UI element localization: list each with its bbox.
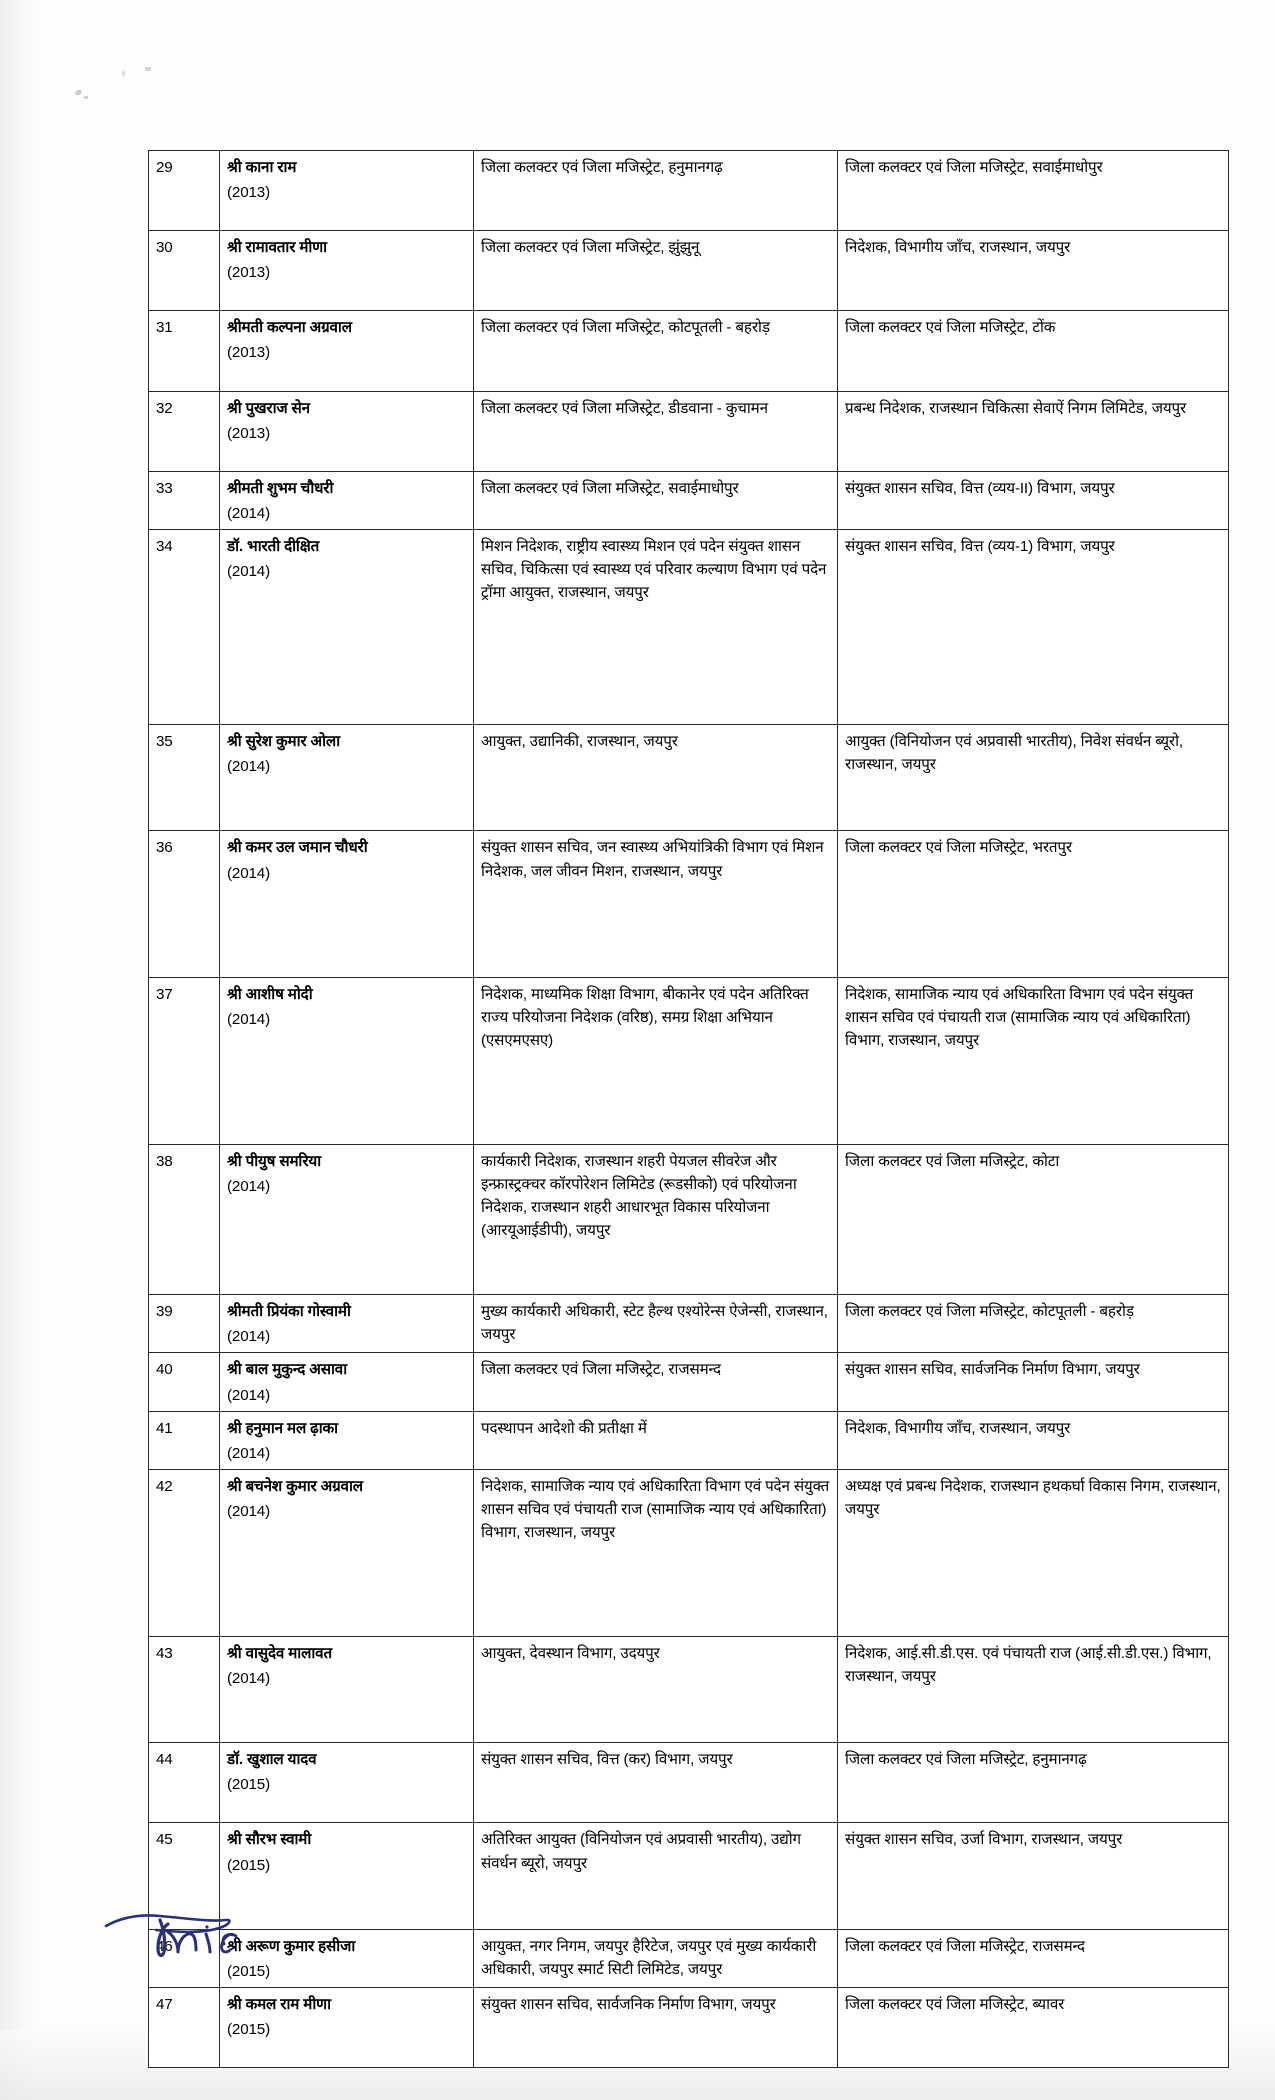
row-serial-number: 39 <box>149 1295 220 1353</box>
scan-artifact-speck <box>84 96 88 99</box>
table-row <box>149 1637 1229 1743</box>
row-serial-number: 32 <box>149 391 220 471</box>
officer-name-text: श्री वासुदेव मालावत <box>227 1645 332 1663</box>
table-row <box>149 831 1229 977</box>
row-new-posting: जिला कलक्टर एवं जिला मजिस्ट्रेट, राजसमन्द <box>838 1929 1229 1987</box>
table-row <box>149 311 1229 391</box>
row-serial-number: 31 <box>149 311 220 391</box>
row-officer-name <box>220 831 474 977</box>
row-serial-number: 30 <box>149 231 220 311</box>
officer-batch-year: (2014) <box>227 563 271 581</box>
table-row <box>149 231 1229 311</box>
page-edge-shadow-left <box>0 0 40 2100</box>
row-current-posting: आयुक्त, उद्यानिकी, राजस्थान, जयपुर <box>474 725 838 831</box>
row-new-posting: संयुक्त शासन सचिव, वित्त (व्यय-II) विभाग, जयपुर <box>838 471 1229 529</box>
row-current-posting: जिला कलक्टर एवं जिला मजिस्ट्रेट, डीडवाना - कुचामन <box>474 391 838 471</box>
officer-batch-year: (2014) <box>227 758 271 776</box>
row-serial-number: 46 <box>149 1929 220 1987</box>
row-officer-name <box>220 151 474 231</box>
row-serial-number: 36 <box>149 831 220 977</box>
row-new-posting: संयुक्त शासन सचिव, उर्जा विभाग, राजस्थान, जयपुर <box>838 1823 1229 1929</box>
officer-name-text: श्रीमती प्रियंका गोस्वामी <box>227 1303 351 1321</box>
row-current-posting: आयुक्त, देवस्थान विभाग, उदयपुर <box>474 1637 838 1743</box>
row-officer-name <box>220 231 474 311</box>
officer-batch-year: (2015) <box>227 1776 271 1794</box>
row-officer-name <box>220 1411 474 1469</box>
row-new-posting: जिला कलक्टर एवं जिला मजिस्ट्रेट, कोटा <box>838 1144 1229 1294</box>
row-serial-number: 35 <box>149 725 220 831</box>
row-new-posting: निदेशक, विभागीय जाँच, राजस्थान, जयपुर <box>838 1411 1229 1469</box>
row-serial-number: 47 <box>149 1987 220 2067</box>
row-officer-name <box>220 311 474 391</box>
transfer-posting-table-wrapper <box>148 150 1221 2068</box>
row-serial-number: 40 <box>149 1353 220 1411</box>
officer-name-text: श्री बाल मुकुन्द असावा <box>227 1361 347 1379</box>
row-officer-name <box>220 471 474 529</box>
row-current-posting: जिला कलक्टर एवं जिला मजिस्ट्रेट, हनुमानगढ़ <box>474 151 838 231</box>
officer-batch-year: (2015) <box>227 2020 271 2038</box>
row-new-posting: निदेशक, आई.सी.डी.एस. एवं पंचायती राज (आई.सी.डी.एस.) विभाग, राजस्थान, जयपुर <box>838 1637 1229 1743</box>
row-current-posting: संयुक्त शासन सचिव, जन स्वास्थ्य अभियांत्रिकी विभाग एवं मिशन निदेशक, जल जीवन मिशन, राजस्थान, जयपुर <box>474 831 838 977</box>
row-new-posting: आयुक्त (विनियोजन एवं अप्रवासी भारतीय), निवेश संवर्धन ब्यूरो, राजस्थान, जयपुर <box>838 725 1229 831</box>
row-officer-name <box>220 529 474 724</box>
scan-artifact-speck <box>122 70 125 77</box>
row-current-posting: निदेशक, माध्यमिक शिक्षा विभाग, बीकानेर एवं पदेन अतिरिक्त राज्य परियोजना निदेशक (वरिष्ठ), समग्र शिक्षा अभियान (एसएमएसए) <box>474 977 838 1144</box>
row-new-posting: निदेशक, विभागीय जाँच, राजस्थान, जयपुर <box>838 231 1229 311</box>
transfer-posting-table <box>148 150 1229 2068</box>
row-serial-number: 42 <box>149 1469 220 1636</box>
table-row <box>149 1144 1229 1294</box>
row-current-posting: संयुक्त शासन सचिव, सार्वजनिक निर्माण विभाग, जयपुर <box>474 1987 838 2067</box>
row-new-posting: अध्यक्ष एवं प्रबन्ध निदेशक, राजस्थान हथकर्घा विकास निगम, राजस्थान, जयपुर <box>838 1469 1229 1636</box>
row-current-posting: मुख्य कार्यकारी अधिकारी, स्टेट हैल्थ एश्योरेन्स ऐजेन्सी, राजस्थान, जयपुर <box>474 1295 838 1353</box>
scan-artifact-speck <box>145 67 151 71</box>
table-body <box>149 151 1229 2068</box>
officer-name-text: श्रीमती शुभम चौधरी <box>227 479 334 497</box>
row-new-posting: जिला कलक्टर एवं जिला मजिस्ट्रेट, भरतपुर <box>838 831 1229 977</box>
officer-name-text: श्री कमर उल जमान चौधरी <box>227 839 368 857</box>
scan-artifact-speck <box>74 89 82 96</box>
row-serial-number: 45 <box>149 1823 220 1929</box>
row-new-posting: संयुक्त शासन सचिव, वित्त (व्यय-1) विभाग, जयपुर <box>838 529 1229 724</box>
row-serial-number: 33 <box>149 471 220 529</box>
row-current-posting: अतिरिक्त आयुक्त (विनियोजन एवं अप्रवासी भारतीय), उद्योग संवर्धन ब्यूरो, जयपुर <box>474 1823 838 1929</box>
row-new-posting: संयुक्त शासन सचिव, सार्वजनिक निर्माण विभाग, जयपुर <box>838 1353 1229 1411</box>
row-serial-number: 29 <box>149 151 220 231</box>
officer-name-text: श्री पीयुष समरिया <box>227 1152 322 1170</box>
officer-name-text: श्रीमती कल्पना अग्रवाल <box>227 319 352 337</box>
row-officer-name <box>220 1144 474 1294</box>
table-row <box>149 1295 1229 1353</box>
table-row <box>149 977 1229 1144</box>
row-officer-name <box>220 725 474 831</box>
officer-batch-year: (2014) <box>227 1328 271 1346</box>
officer-batch-year: (2015) <box>227 1962 271 1980</box>
row-current-posting: संयुक्त शासन सचिव, वित्त (कर) विभाग, जयपुर <box>474 1743 838 1823</box>
officer-name-text: श्री पुखराज सेन <box>227 399 310 417</box>
table-row <box>149 725 1229 831</box>
row-officer-name <box>220 391 474 471</box>
officer-name-text: श्री रामावतार मीणा <box>227 239 327 257</box>
row-current-posting: पदस्थापन आदेशो की प्रतीक्षा में <box>474 1411 838 1469</box>
officer-name-text: डॉ. भारती दीक्षित <box>227 537 320 555</box>
officer-batch-year: (2015) <box>227 1856 271 1874</box>
row-new-posting: जिला कलक्टर एवं जिला मजिस्ट्रेट, कोटपूतली - बहरोड़ <box>838 1295 1229 1353</box>
row-serial-number: 44 <box>149 1743 220 1823</box>
officer-batch-year: (2014) <box>227 864 271 882</box>
row-new-posting: जिला कलक्टर एवं जिला मजिस्ट्रेट, ब्यावर <box>838 1987 1229 2067</box>
officer-name-text: श्री काना राम <box>227 159 297 176</box>
row-new-posting: निदेशक, सामाजिक न्याय एवं अधिकारिता विभाग एवं पदेन संयुक्त शासन सचिव एवं पंचायती राज (सामाजिक न्याय एवं अधिकारिता) विभाग, राजस्थान, जयपुर <box>838 977 1229 1144</box>
table-row <box>149 1743 1229 1823</box>
officer-batch-year: (2013) <box>227 264 271 282</box>
table-row <box>149 151 1229 231</box>
row-current-posting: मिशन निदेशक, राष्ट्रीय स्वास्थ्य मिशन एवं पदेन संयुक्त शासन सचिव, चिकित्सा एवं स्वास्थ्य एवं परिवार कल्याण विभाग एवं पदेन ट्रॉमा आयुक्त, राजस्थान, जयपुर <box>474 529 838 724</box>
row-current-posting: आयुक्त, नगर निगम, जयपुर हैरिटेज, जयपुर एवं मुख्य कार्यकारी अधिकारी, जयपुर स्मार्ट सिटी लिमिटेड, जयपुर <box>474 1929 838 1987</box>
table-row <box>149 529 1229 724</box>
row-current-posting: जिला कलक्टर एवं जिला मजिस्ट्रेट, राजसमन्द <box>474 1353 838 1411</box>
officer-name-text: श्री बचनेश कुमार अग्रवाल <box>227 1477 363 1495</box>
row-officer-name <box>220 1743 474 1823</box>
row-officer-name <box>220 1353 474 1411</box>
row-officer-name <box>220 1469 474 1636</box>
officer-batch-year: (2013) <box>227 424 271 442</box>
row-officer-name <box>220 977 474 1144</box>
row-current-posting: कार्यकारी निदेशक, राजस्थान शहरी पेयजल सीवरेज और इन्फ्रास्ट्रक्चर कॉरपोरेशन लिमिटेड (रूडसीको) एवं परियोजना निदेशक, राजस्थान शहरी आधारभूत विकास परियोजना (आरयूआईडीपी), जयपुर <box>474 1144 838 1294</box>
officer-batch-year: (2013) <box>227 344 271 362</box>
row-new-posting: प्रबन्ध निदेशक, राजस्थान चिकित्सा सेवाऐं निगम लिमिटेड, जयपुर <box>838 391 1229 471</box>
officer-batch-year: (2014) <box>227 1010 271 1028</box>
row-serial-number: 34 <box>149 529 220 724</box>
table-row <box>149 1469 1229 1636</box>
row-serial-number: 38 <box>149 1144 220 1294</box>
row-current-posting: जिला कलक्टर एवं जिला मजिस्ट्रेट, झुंझुनू <box>474 231 838 311</box>
officer-batch-year: (2014) <box>227 1444 271 1462</box>
officer-name-text: डॉ. खुशाल यादव <box>227 1751 317 1769</box>
officer-name-text: श्री कमल राम मीणा <box>227 1995 331 2013</box>
row-officer-name <box>220 1295 474 1353</box>
row-serial-number: 41 <box>149 1411 220 1469</box>
officer-name-text: श्री आशीष मोदी <box>227 985 313 1003</box>
table-row <box>149 1353 1229 1411</box>
officer-batch-year: (2014) <box>227 504 271 522</box>
row-new-posting: जिला कलक्टर एवं जिला मजिस्ट्रेट, सवाईमाधोपुर <box>838 151 1229 231</box>
officer-batch-year: (2014) <box>227 1670 271 1688</box>
row-officer-name <box>220 1637 474 1743</box>
row-current-posting: जिला कलक्टर एवं जिला मजिस्ट्रेट, कोटपूतली - बहरोड़ <box>474 311 838 391</box>
table-row <box>149 1411 1229 1469</box>
officer-batch-year: (2014) <box>227 1502 271 1520</box>
officer-batch-year: (2014) <box>227 1386 271 1404</box>
officer-name-text: श्री अरूण कुमार हसीजा <box>227 1937 356 1955</box>
table-row <box>149 391 1229 471</box>
officer-name-text: श्री हनुमान मल ढ़ाका <box>227 1419 338 1437</box>
officer-batch-year: (2013) <box>227 184 271 202</box>
row-serial-number: 43 <box>149 1637 220 1743</box>
officer-batch-year: (2014) <box>227 1177 271 1195</box>
row-current-posting: जिला कलक्टर एवं जिला मजिस्ट्रेट, सवाईमाधोपुर <box>474 471 838 529</box>
officer-name-text: श्री सुरेश कुमार ओला <box>227 733 341 751</box>
officer-name-text: श्री सौरभ स्वामी <box>227 1831 312 1849</box>
authorizing-signature <box>98 1898 328 2018</box>
row-serial-number: 37 <box>149 977 220 1144</box>
table-row <box>149 471 1229 529</box>
row-current-posting: निदेशक, सामाजिक न्याय एवं अधिकारिता विभाग एवं पदेन संयुक्त शासन सचिव एवं पंचायती राज (सामाजिक न्याय एवं अधिकारिता) विभाग, राजस्थान, जयपुर <box>474 1469 838 1636</box>
row-new-posting: जिला कलक्टर एवं जिला मजिस्ट्रेट, टोंक <box>838 311 1229 391</box>
row-new-posting: जिला कलक्टर एवं जिला मजिस्ट्रेट, हनुमानगढ़ <box>838 1743 1229 1823</box>
